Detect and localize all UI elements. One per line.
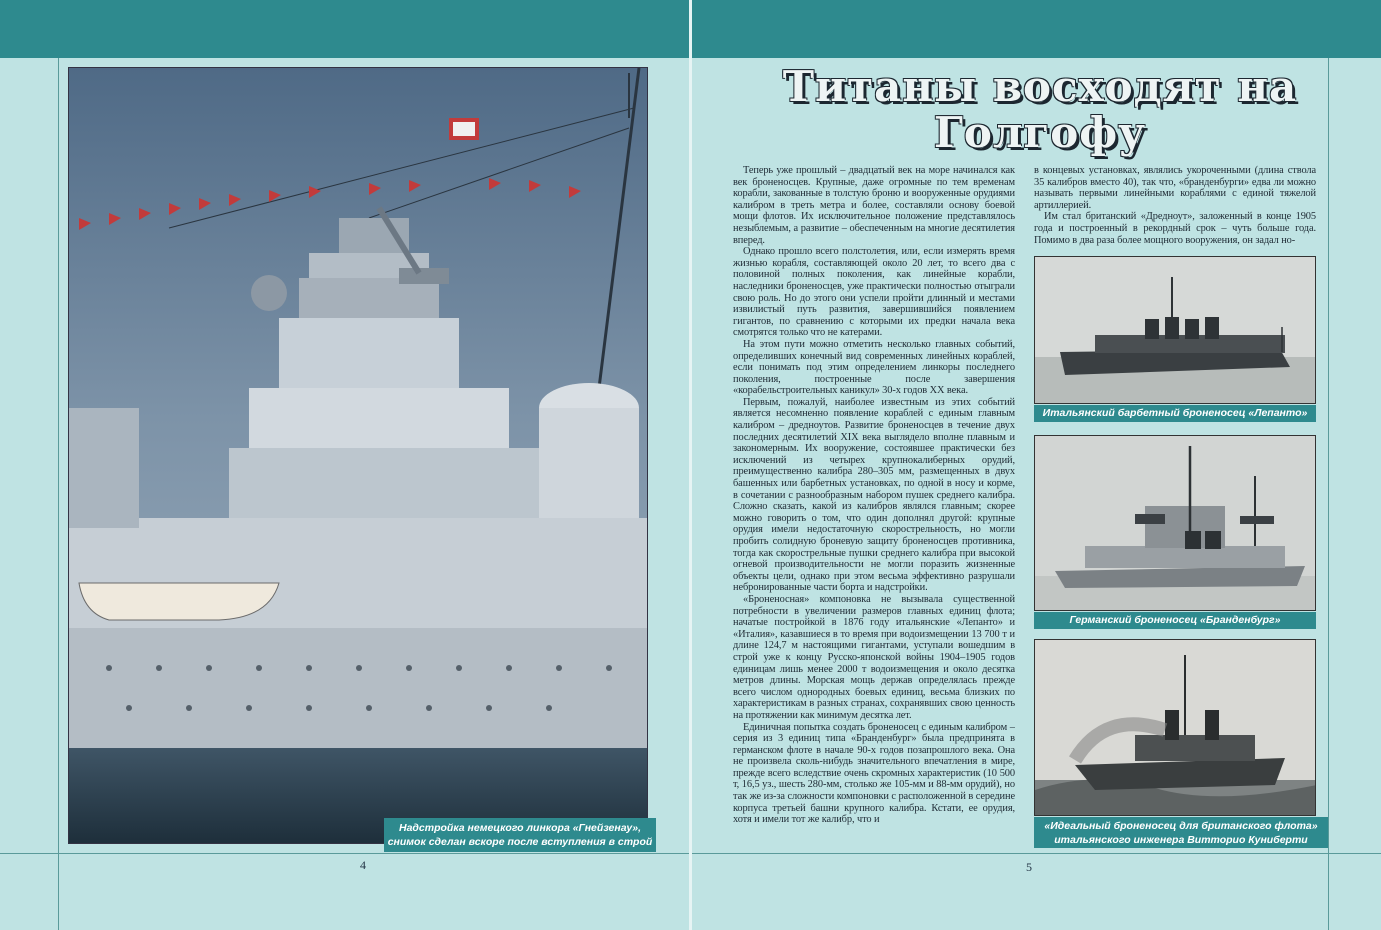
lepanto-caption: Итальянский барбетный броненосец «Лепанто»: [1034, 405, 1316, 422]
caption-line-1: Надстройка немецкого линкора «Гнейзенау»,: [398, 822, 642, 834]
paragraph: Им стал британский «Дредноут», заложенный в конце 1905 года и построенный в рекордный срок – чуть больше года. Помимо в два раза более мощного вооружения, он задал но-: [1034, 211, 1316, 246]
page-number-left: 4: [360, 858, 366, 872]
cuniberti-image: [1035, 640, 1316, 816]
paragraph: «Броненосная» компоновка не вызывала существенной потребности в увеличении размеров главных единиц флота; начатые постройкой в 1876 году итальянские «Лепанто» и «Италия», казавшиеся в то время при водоизмещении 13 700 т и длине 124,7 м настоящими гигантами, уступали вошедшим в строй уже к концу Русско-японской войны 1904–1905 годов единицам лишь менее 2000 т водоизмещения и около десятка метров длины. Морская мощь держав определялась прежде всего числом однородных боевых единиц, весьма близких по характеристикам в разных странах, сохранявших свою ценность на протяжении как минимум десятка лет.: [733, 593, 1015, 721]
brandenburg-image: [1035, 436, 1316, 611]
frame-line-bottom-left: [0, 853, 689, 854]
lepanto-image: [1035, 257, 1316, 404]
cuniberti-caption: [1034, 817, 1328, 848]
brandenburg-photo: [1034, 435, 1316, 611]
header-band-right: [692, 0, 1381, 58]
frame-line-right: [1328, 58, 1329, 930]
paragraph: Теперь уже прошлый – двадцатый век на море начинался как век броненосцев. Крупные, даже огромные по тем временам корабли, закованные в толстую броню и вооруженные орудиями калибром в треть метра и более, составляли основу боевой мощи флотов. Их исключительное положение представлялось незыблемым, а развитие – обеспеченным на многие десятилетия вперед.: [733, 165, 1015, 246]
brandenburg-caption: Германский броненосец «Бранденбург»: [1034, 612, 1316, 629]
paragraph: Единичная попытка создать броненосец с единым калибром – серия из 3 единиц типа «Бранденбург» была предпринята в германском флоте в начале 90-х годов позапрошлого века. Она не произвела сколь-нибудь значительного впечатления в мире, прежде всего вследствие очень скромных характеристик (10 500 т, 16,5 уз., шесть 280-мм, столько же 105-мм и 88-мм орудий), но так же из-за сложности компоновки с расположенной в середине корпуса третьей башни крупного калибра. Кстати, ее орудия, хотя и имели тот же калибр, что и: [733, 721, 1015, 826]
battleship-superstructure-image: [69, 68, 648, 844]
page-number-right: 5: [1026, 860, 1032, 874]
lepanto-photo: [1034, 256, 1316, 404]
caption-line-2: итальянского инженера Витторио Куниберти: [1054, 834, 1308, 846]
frame-line-bottom-right: [692, 853, 1381, 854]
article-title: Титаны восходят на Голгофу: [782, 62, 1298, 157]
gneisenau-photo: [68, 67, 648, 844]
paragraph: На этом пути можно отметить несколько главных событий, определивших конечный вид современных линейных кораблей, если понимать под этим определением линкоры последнего поколения, построенные после завершения «корабельстроительных каникул» 30-х годов XX века.: [733, 338, 1015, 397]
header-band-left: [0, 0, 689, 58]
text-column-1: [733, 165, 1015, 851]
page-gutter: [689, 0, 692, 930]
main-photo-caption: [384, 818, 656, 852]
paragraph: Однако прошло всего полстолетия, или, если измерять время жизнью корабля, составляющей около 20 лет, то всего два с половиной полных поколения, как линейные корабли, наследники броненосцев, уже практически полностью отыграли свою роль. Но до этого они успели пройти длинный и местами извилистый путь развития, завершившийся появлением гигантов, по сравнению с которыми их предки начала века смотрятся только что не катерами.: [733, 246, 1015, 339]
caption-line-1: «Идеальный броненосец для британского флота»: [1044, 820, 1318, 832]
caption-line-2: снимок сделан вскоре после вступления в строй: [387, 836, 653, 848]
paragraph: Первым, пожалуй, наиболее известным из этих событий является несомненно появление кораблей с единым главным калибром – дредноутов. Развитие броненосцев в течение двух последних десятилетий XIX века выглядело вполне плавным и закономерным. Их вооружение, состоявшее практически без исключений из четырех крупнокалиберных орудий, преимущественно калибра 280–305 мм, размещенных в двух башенных или барбетных установках, по одной в носу и корме, в сочетании с разнообразным набором пушек среднего калибра. Сложно сказать, какой из калибров являлся главным; скорее можно говорить о том, что один дополнял другой: крупные орудия имели недостаточную скорострельность, но могли пробить солидную броневую защиту броненосцев противника, тогда как скорострельные пушки среднего калибра при высокой огневой производительности не могли поразить жизненные объекты цели, однако при этом весьма эффективно разрушали небронированные части борта и надстройки.: [733, 396, 1015, 594]
paragraph: в концевых установках, являлись укороченными (длина ствола 35 калибров вместо 40), так что, «бранденбурги» едва ли можно называть первыми линейными кораблями с единой тяжелой артиллерией.: [1034, 165, 1316, 211]
cuniberti-photo: [1034, 639, 1316, 816]
frame-line-left: [58, 58, 59, 930]
text-column-2: [1034, 165, 1316, 253]
